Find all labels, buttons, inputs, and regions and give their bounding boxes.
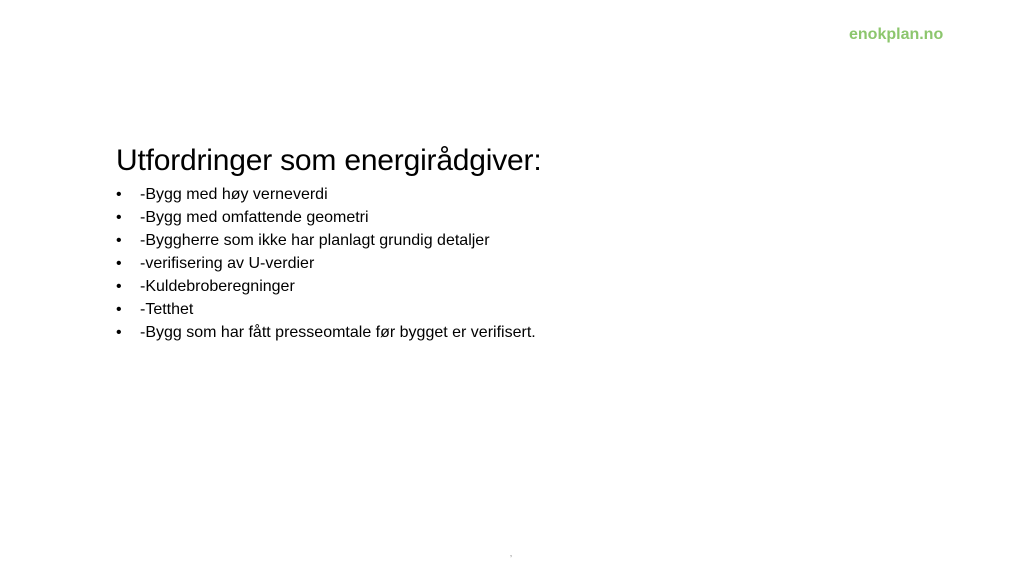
bullet-text: -Byggherre som ikke har planlagt grundig detaljer	[140, 232, 490, 249]
bullet-text: -Kuldebroberegninger	[140, 278, 295, 295]
bullet-marker: •	[116, 301, 122, 318]
slide-content	[116, 142, 876, 344]
bullet-text: -verifisering av U-verdier	[140, 255, 315, 272]
bullet-marker: •	[116, 209, 122, 226]
bullet-marker: •	[116, 232, 122, 249]
bullet-list	[116, 183, 876, 344]
bullet-item	[116, 252, 876, 275]
bullet-marker: •	[116, 278, 122, 295]
bullet-marker: •	[116, 255, 122, 272]
bullet-text: -Tetthet	[140, 301, 194, 318]
bullet-marker: •	[116, 324, 122, 341]
bullet-item	[116, 321, 876, 344]
bullet-text: -Bygg med omfattende geometri	[140, 209, 369, 226]
bullet-item	[116, 298, 876, 321]
bullet-item	[116, 183, 876, 206]
bullet-text: -Bygg som har fått presseomtale før bygget er verifisert.	[140, 324, 536, 341]
slide-heading: Utfordringer som energirådgiver:	[116, 144, 542, 177]
bullet-text: -Bygg med høy verneverdi	[140, 186, 328, 203]
bullet-item	[116, 229, 876, 252]
bullet-marker: •	[116, 186, 122, 203]
bullet-item	[116, 275, 876, 298]
brand-link[interactable]: enokplan.no	[849, 26, 944, 43]
bullet-item	[116, 206, 876, 229]
footer-mark: ‚	[510, 548, 512, 558]
